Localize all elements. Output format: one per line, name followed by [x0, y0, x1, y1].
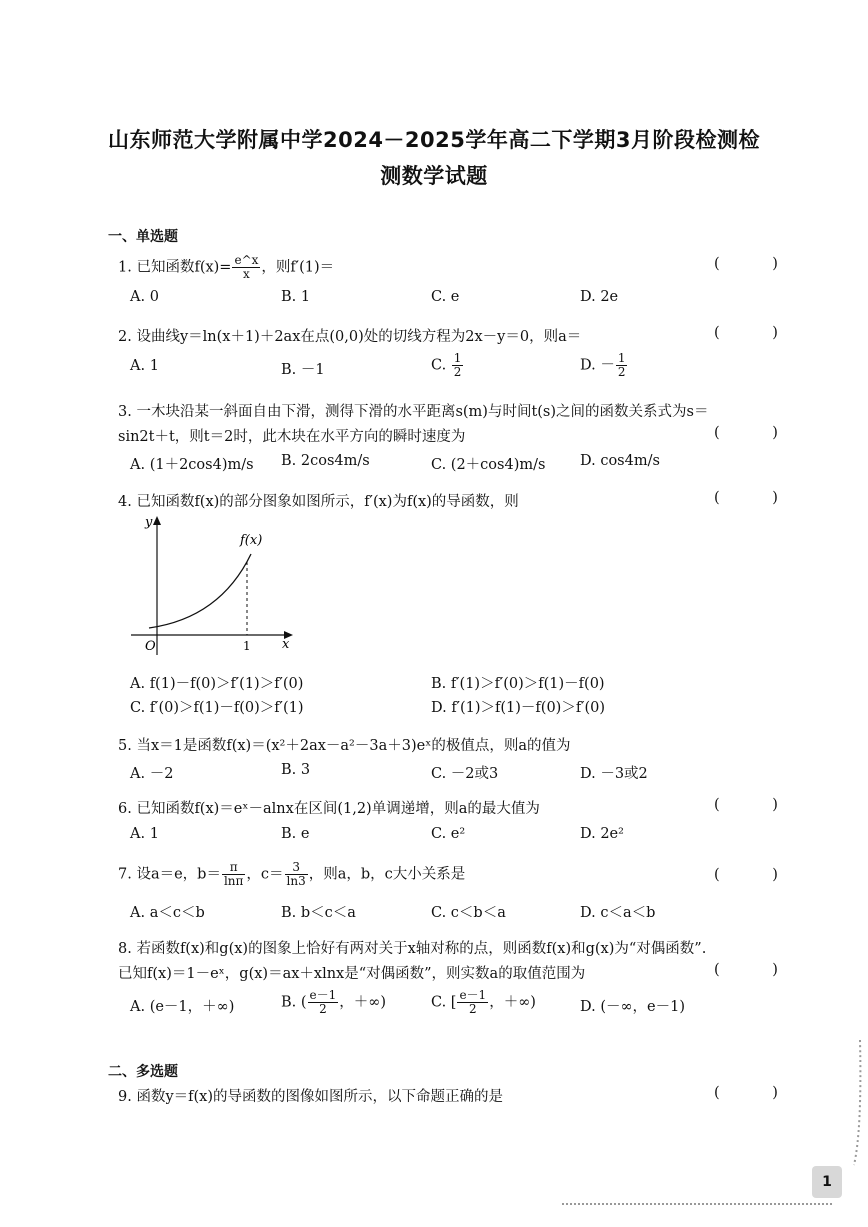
- q3-option-d: D. cos4m/s: [580, 453, 660, 469]
- question-3-line1: 3. 一木块沿某一斜面自由下滑，测得下滑的水平距离s(m)与时间t(s)之间的函数关系式为s＝: [118, 404, 709, 420]
- question-2: 2. 设曲线y＝ln(x＋1)＋2ax在点(0,0)处的切线方程为2x－y＝0，则a＝: [118, 329, 582, 345]
- q8-option-d: D. (－∞，e－1): [580, 999, 686, 1015]
- q4-graph-curve-label: f(x): [240, 533, 263, 548]
- q6-option-c: C. e²: [431, 826, 466, 842]
- q4-graph-curve: [149, 554, 251, 628]
- q1-num: e^x: [234, 253, 259, 267]
- q2-option-c-fraction: [452, 352, 464, 379]
- q1-option-a: A. 0: [130, 289, 159, 305]
- q7-c-den: ln3: [286, 874, 306, 888]
- q7-option-a: A. a＜c＜b: [130, 905, 205, 921]
- q6-option-b: B. e: [281, 826, 310, 842]
- q8-option-c-fraction: [457, 989, 488, 1016]
- q8-option-b: [281, 989, 386, 1016]
- q7-answer-bracket: ( ): [714, 867, 802, 883]
- q1-option-c: C. e: [431, 289, 460, 305]
- q1-suffix: ，则f′(1)＝: [261, 259, 335, 276]
- q7-option-d: D. c＜a＜b: [580, 905, 656, 921]
- page-title-line1: 山东师范大学附属中学2024－2025学年高二下学期3月阶段检测检: [107, 128, 760, 152]
- q2-d-den: 2: [617, 365, 626, 379]
- page-number: 1: [812, 1166, 842, 1198]
- q2-d-num: 1: [617, 351, 626, 365]
- q4-answer-bracket: ( ): [714, 490, 802, 506]
- q3-option-a: A. (1＋2cos4)m/s: [130, 457, 254, 473]
- page-corner-curve-path: [854, 1040, 860, 1165]
- q4-option-b: B. f′(1)＞f′(0)＞f(1)－f(0): [431, 676, 605, 692]
- q4-option-d: D. f′(1)＞f(1)－f(0)＞f′(0): [431, 700, 606, 716]
- question-9: 9. 函数y＝f(x)的导函数的图像如图所示，以下命题正确的是: [118, 1089, 503, 1105]
- q4-function-graph: [125, 510, 300, 660]
- q4-option-a: A. f(1)－f(0)＞f′(1)＞f′(0): [130, 676, 304, 692]
- section-single-choice: 一、单选题: [108, 229, 178, 245]
- question-5: 5. 当x＝1是函数f(x)＝(x²＋2ax－a²－3a＋3)eˣ的极值点，则a的值为: [118, 738, 571, 754]
- q3-option-c: C. (2＋cos4)m/s: [431, 457, 546, 473]
- q4-graph-tick-1: 1: [243, 639, 251, 653]
- q7-option-c: C. c＜b＜a: [431, 905, 506, 921]
- q2-c-den: 2: [453, 365, 462, 379]
- q8-option-a: A. (e－1，＋∞): [130, 999, 235, 1015]
- q1-fx: f(x)=: [194, 259, 232, 276]
- q2-option-c-label: C.: [431, 357, 447, 374]
- q7-c-num: 3: [285, 861, 308, 875]
- q8-option-c-post: ，＋∞): [489, 994, 536, 1011]
- q1-option-b: B. 1: [281, 289, 311, 305]
- question-7: [118, 861, 465, 888]
- q5-option-b: B. 3: [281, 762, 311, 778]
- q7-b-num: π: [222, 861, 245, 875]
- section-multiple-choice: 二、多选题: [108, 1064, 178, 1080]
- page-title-line2: 测数学试题: [380, 164, 488, 188]
- q8-answer-bracket: ( ): [714, 962, 802, 978]
- q7-mid: ，c＝: [246, 866, 284, 883]
- q8-option-b-post: ，＋∞): [339, 994, 387, 1011]
- q1-fraction: [232, 254, 260, 281]
- q5-option-c: C. －2或3: [431, 766, 499, 782]
- q8-b-den: 2: [319, 1002, 327, 1016]
- question-6: 6. 已知函数f(x)＝eˣ－alnx在区间(1,2)单调递增，则a的最大值为: [118, 801, 540, 817]
- q5-option-d: D. －3或2: [580, 766, 648, 782]
- q3-answer-bracket: ( ): [714, 425, 802, 441]
- q2-option-a: A. 1: [130, 358, 159, 374]
- q8-option-c: [431, 989, 536, 1016]
- q1-prefix: 1. 已知函数: [118, 259, 195, 276]
- q6-option-d: D. 2e²: [580, 826, 624, 842]
- q4-graph-y-label: y: [145, 515, 153, 530]
- q1-answer-bracket: ( ): [714, 256, 802, 272]
- question-3-line2: sin2t＋t，则t＝2时，此木块在水平方向的瞬时速度为: [118, 429, 466, 445]
- q4-graph-x-label: x: [282, 637, 290, 652]
- q4-option-c: C. f′(0)＞f(1)－f(0)＞f′(1): [130, 700, 304, 716]
- q4-graph-y-arrow: [153, 516, 161, 525]
- q1-den: x: [243, 267, 250, 281]
- page-footer-dotted-line: [562, 1203, 832, 1205]
- question-8-line2: 已知f(x)＝1－eˣ，g(x)＝ax＋xlnx是“对偶函数”，则实数a的取值范围为: [118, 966, 586, 982]
- q7-b-fraction: [222, 861, 245, 888]
- question-8-line1: 8. 若函数f(x)和g(x)的图象上恰好有两对关于x轴对称的点，则函数f(x)和g(x)为“对偶函数”.: [118, 941, 707, 957]
- q7-b-den: lnπ: [223, 874, 244, 888]
- q8-option-b-fraction: [308, 989, 339, 1016]
- q6-option-a: A. 1: [130, 826, 159, 842]
- q2-option-c: [431, 352, 464, 379]
- q7-c-fraction: [285, 861, 308, 888]
- q7-prefix: 7. 设a＝e，b＝: [118, 866, 221, 883]
- q8-b-num: e－1: [309, 988, 337, 1002]
- q2-c-num: 1: [453, 351, 462, 365]
- q2-option-d: [580, 352, 628, 379]
- question-1: [118, 254, 334, 281]
- q7-suffix: ，则a，b，c大小关系是: [308, 866, 466, 883]
- q2-option-d-label: D. －: [580, 357, 615, 374]
- q8-c-num: e－1: [459, 988, 487, 1002]
- q2-answer-bracket: ( ): [714, 325, 802, 341]
- q3-option-b: B. 2cos4m/s: [281, 453, 370, 469]
- q7-option-b: B. b＜c＜a: [281, 905, 356, 921]
- q2-option-d-fraction: [616, 352, 628, 379]
- q5-option-a: A. －2: [130, 766, 174, 782]
- q1-option-d: D. 2e: [580, 289, 619, 305]
- q8-option-b-pre: B. (: [281, 994, 307, 1011]
- q8-option-c-pre: C. [: [431, 994, 457, 1011]
- q2-option-b: B. －1: [281, 362, 325, 378]
- q4-graph-origin: O: [145, 639, 156, 654]
- q9-answer-bracket: ( ): [714, 1085, 802, 1101]
- question-4: 4. 已知函数f(x)的部分图象如图所示，f′(x)为f(x)的导函数，则: [118, 494, 519, 510]
- q6-answer-bracket: ( ): [714, 797, 802, 813]
- q8-c-den: 2: [469, 1002, 477, 1016]
